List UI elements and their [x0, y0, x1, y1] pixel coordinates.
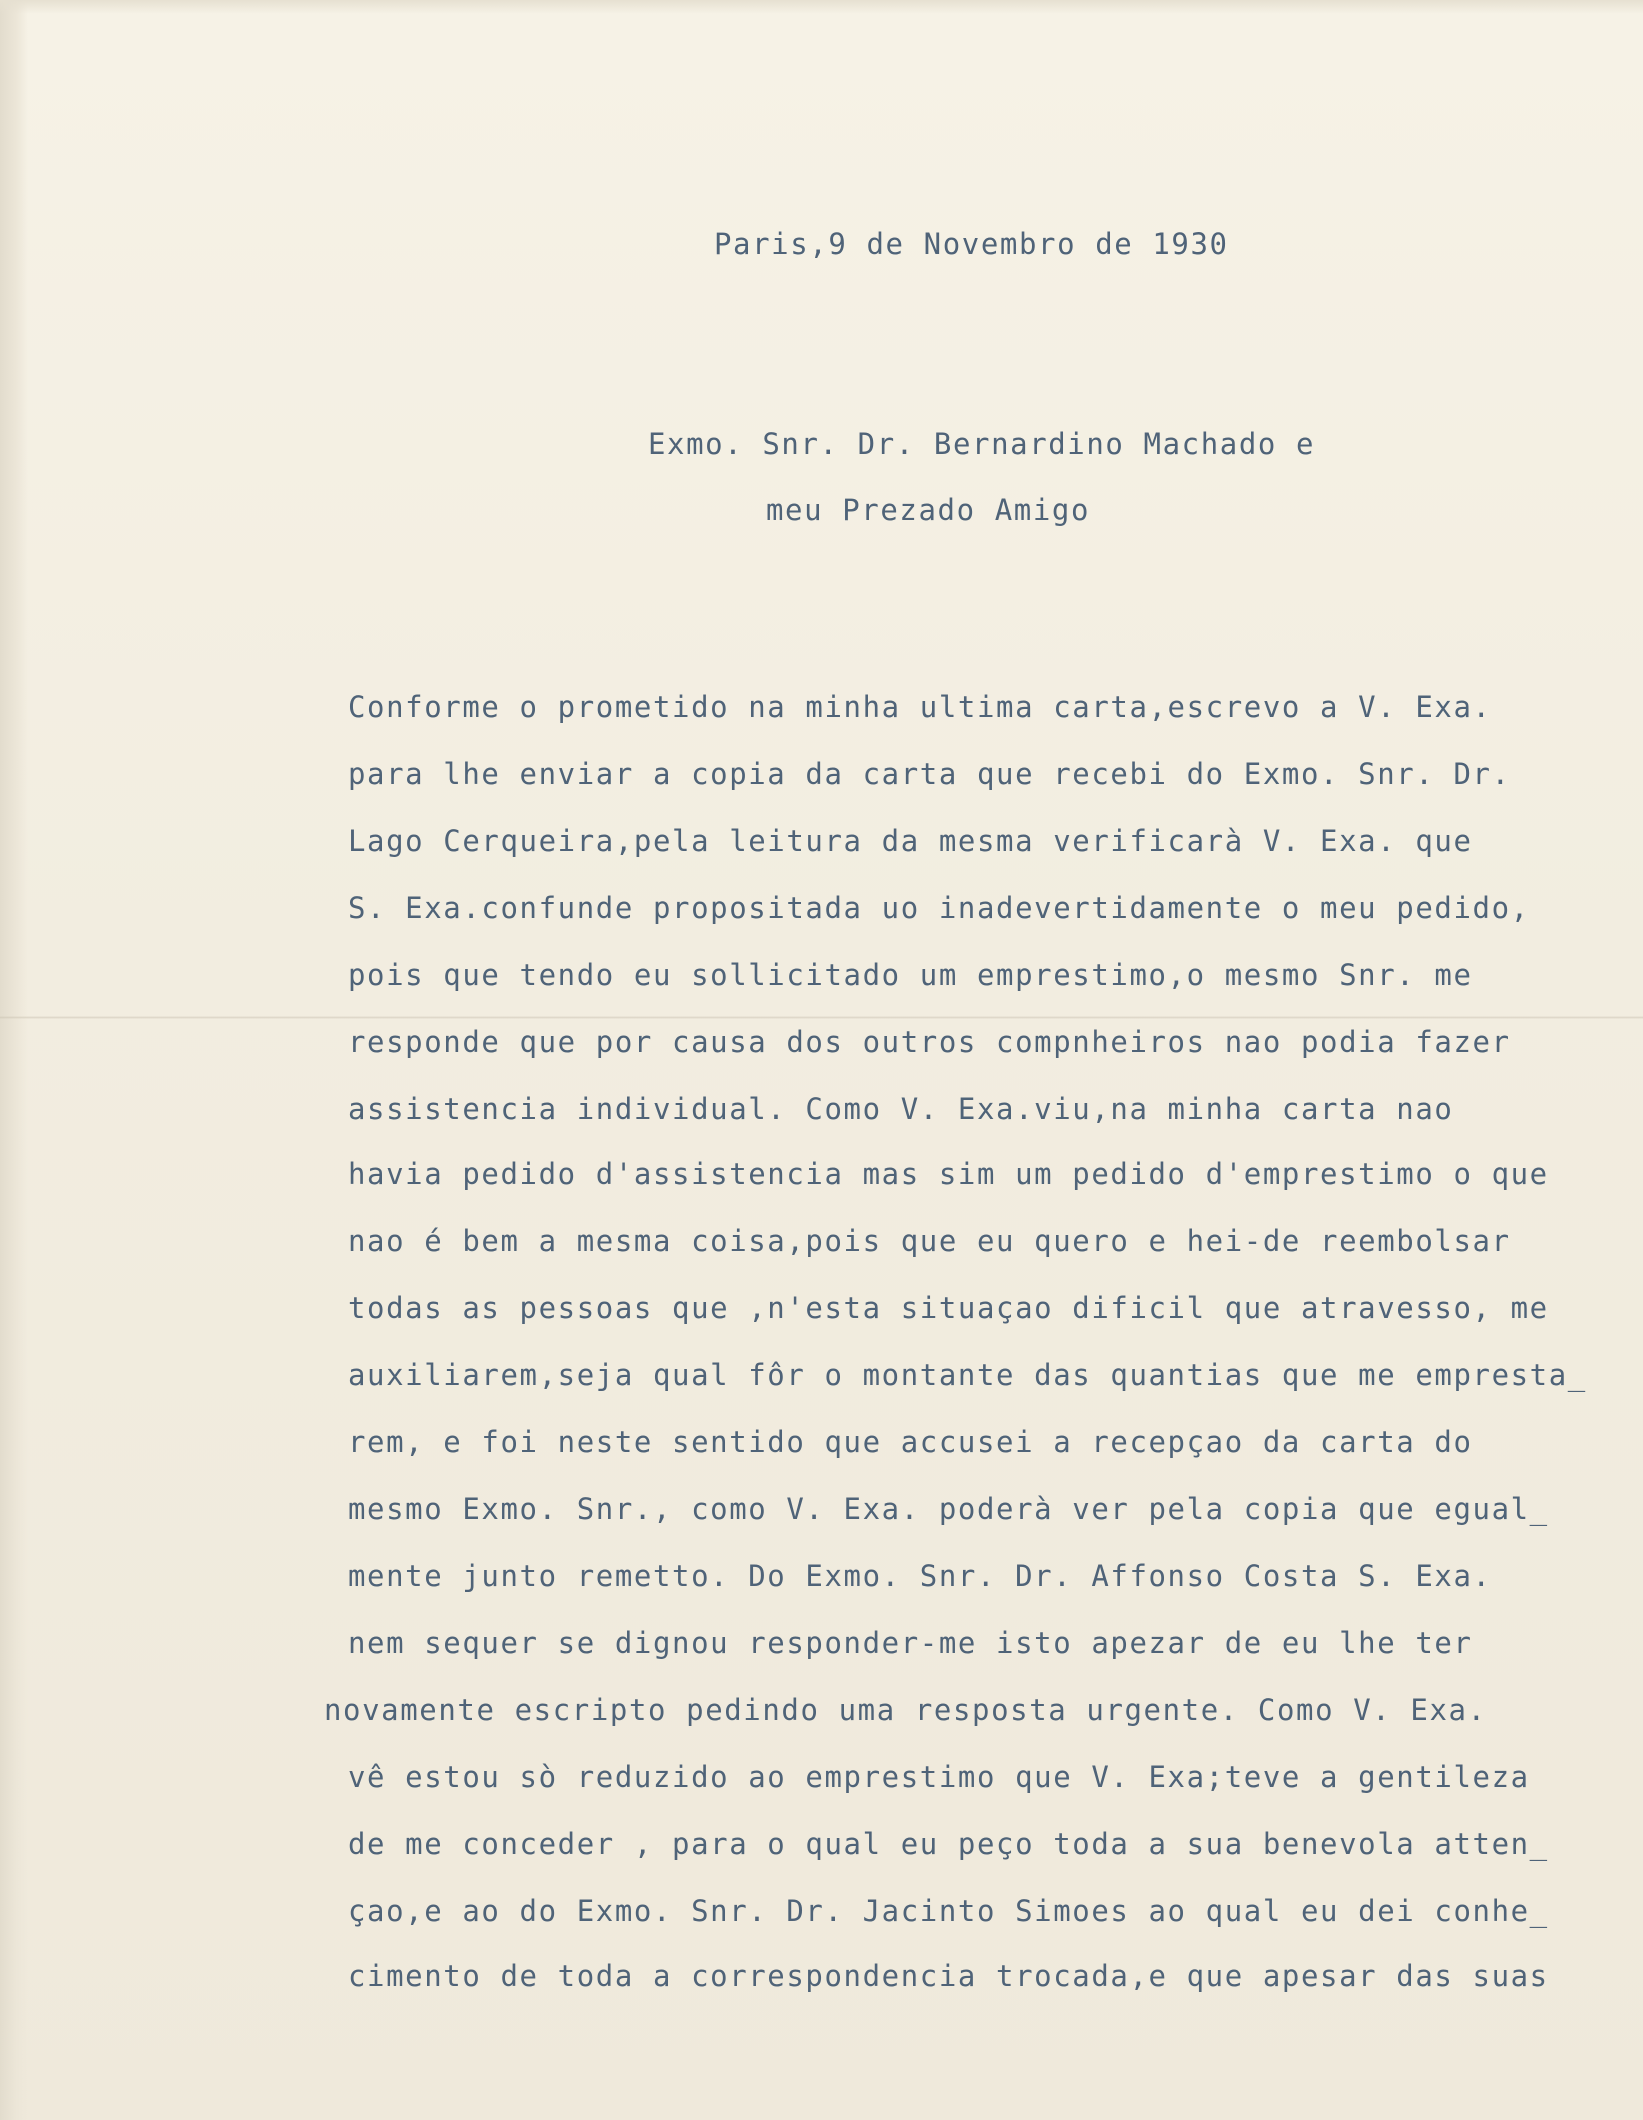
- body-line: rem, e foi neste sentido que accusei a recepçao da carta do: [348, 1425, 1473, 1459]
- body-line: Conforme o prometido na minha ultima carta,escrevo a V. Exa.: [348, 690, 1492, 724]
- body-line: novamente escripto pedindo uma resposta urgente. Como V. Exa.: [324, 1693, 1487, 1727]
- paper-top-edge: [0, 0, 1643, 14]
- body-line: nao é bem a mesma coisa,pois que eu quero e hei-de reembolsar: [348, 1224, 1511, 1258]
- body-line: todas as pessoas que ,n'esta situaçao dificil que atravesso, me: [348, 1291, 1549, 1325]
- body-line: çao,e ao do Exmo. Snr. Dr. Jacinto Simoes ao qual eu dei conhe_: [348, 1894, 1549, 1928]
- paper-fold-line: [0, 1016, 1643, 1019]
- paper-left-edge: [0, 0, 28, 2120]
- letter-date: Paris,9 de Novembro de 1930: [714, 227, 1229, 261]
- body-line: responde que por causa dos outros compnheiros nao podia fazer: [348, 1025, 1511, 1059]
- body-line: S. Exa.confunde propositada uo inadevertidamente o meu pedido,: [348, 891, 1530, 925]
- body-line: para lhe enviar a copia da carta que recebi do Exmo. Snr. Dr.: [348, 757, 1511, 791]
- body-line: Lago Cerqueira,pela leitura da mesma verificarà V. Exa. que: [348, 824, 1473, 858]
- body-line: mente junto remetto. Do Exmo. Snr. Dr. Affonso Costa S. Exa.: [348, 1559, 1492, 1593]
- salutation-line-2: meu Prezado Amigo: [766, 493, 1091, 527]
- salutation-line-1: Exmo. Snr. Dr. Bernardino Machado e: [648, 427, 1316, 461]
- body-line: havia pedido d'assistencia mas sim um pedido d'emprestimo o que: [348, 1157, 1549, 1191]
- body-line: mesmo Exmo. Snr., como V. Exa. poderà ver pela copia que egual_: [348, 1492, 1549, 1526]
- body-line: assistencia individual. Como V. Exa.viu,na minha carta nao: [348, 1092, 1454, 1126]
- body-line: cimento de toda a correspondencia trocada,e que apesar das suas: [348, 1959, 1549, 1993]
- body-line: de me conceder , para o qual eu peço toda a sua benevola atten_: [348, 1827, 1549, 1861]
- body-line: pois que tendo eu sollicitado um emprestimo,o mesmo Snr. me: [348, 958, 1473, 992]
- body-line: auxiliarem,seja qual fôr o montante das quantias que me empresta_: [348, 1358, 1587, 1392]
- body-line: nem sequer se dignou responder-me isto apezar de eu lhe ter: [348, 1626, 1473, 1660]
- body-line: vê estou sò reduzido ao emprestimo que V. Exa;teve a gentileza: [348, 1760, 1530, 1794]
